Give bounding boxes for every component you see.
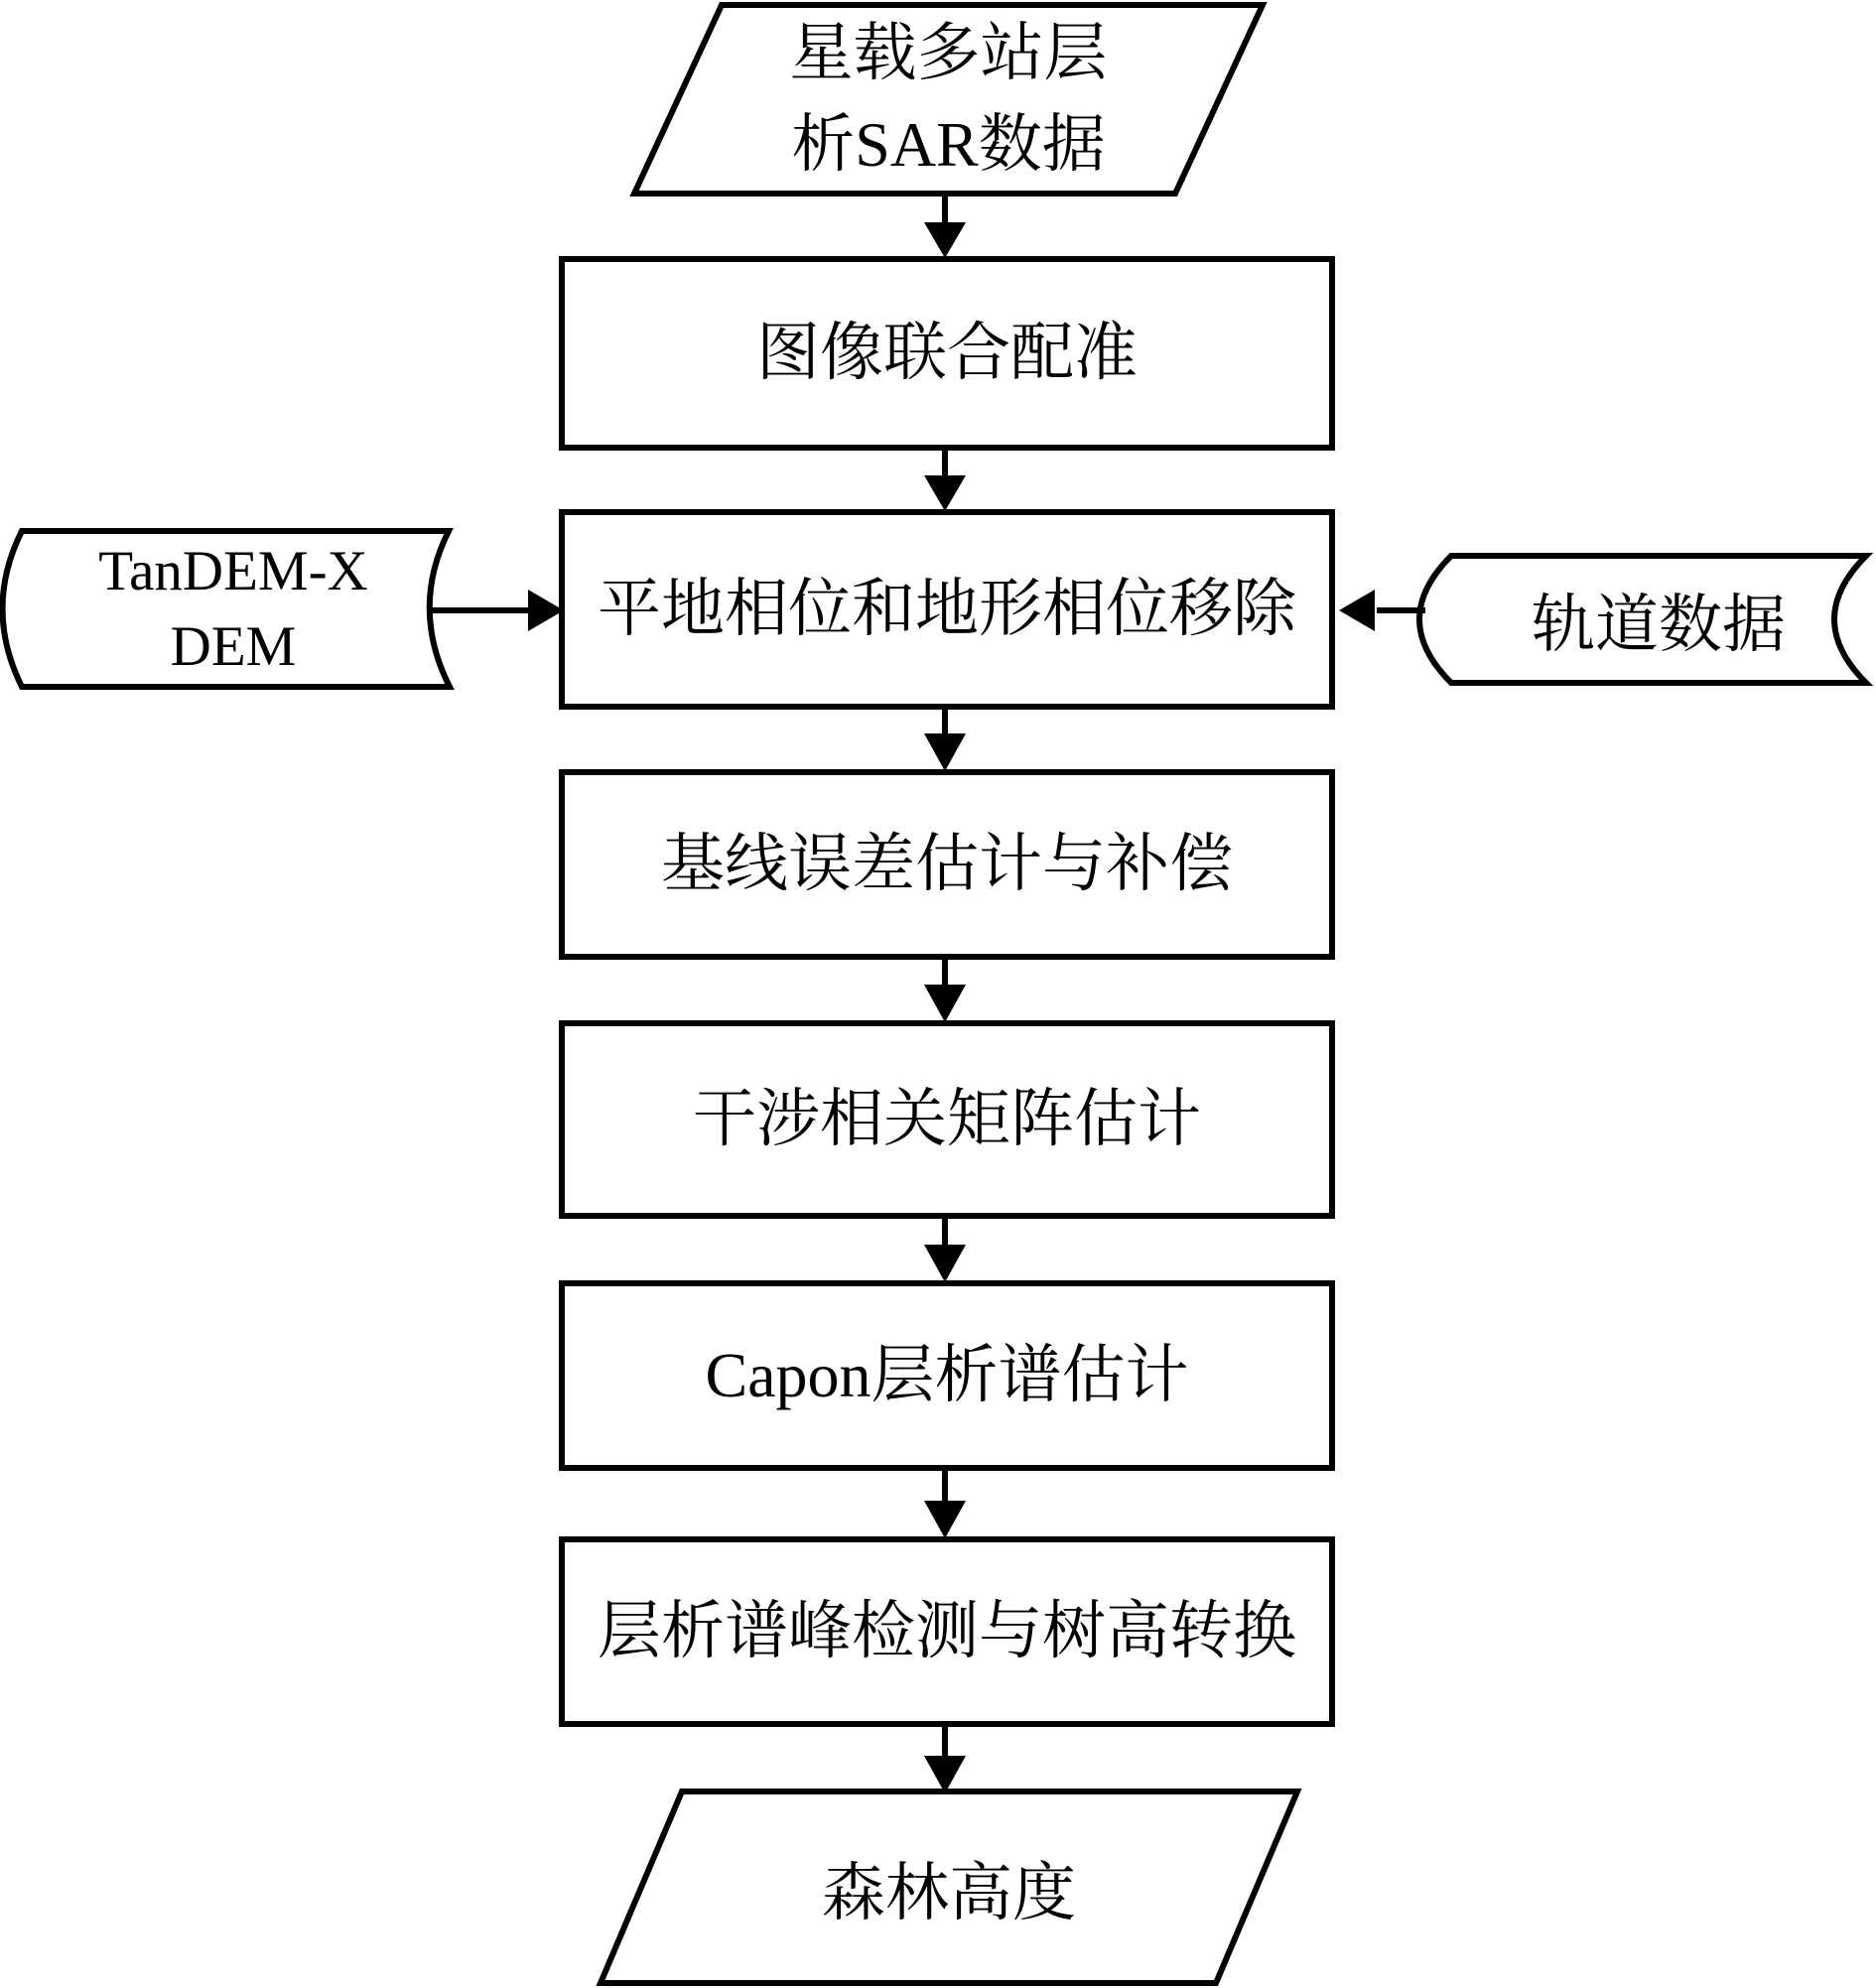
node-phase-removal (559, 509, 1335, 710)
node-peak-detection (559, 1536, 1335, 1727)
node-forest-height-label: 森林高度 (822, 1857, 1076, 1928)
arrow-capon-to-peak-detection (924, 1471, 966, 1538)
io-parallelogram-forest-height (601, 1791, 1297, 1983)
arrow-coherence-to-capon (924, 1219, 966, 1282)
node-peak-detection-label: 层析谱峰检测与树高转换 (598, 1596, 1296, 1667)
node-baseline-error-label: 基线误差估计与补偿 (661, 829, 1233, 900)
node-capon-spectrum (559, 1280, 1335, 1471)
node-baseline-error (559, 769, 1335, 960)
arrow-sar-data-to-registration (924, 194, 966, 258)
arrow-phase-removal-to-baseline (924, 710, 966, 771)
node-orbit-data-label: 轨道数据 (1532, 590, 1786, 660)
node-coherence-matrix-label: 干涉相关矩阵估计 (693, 1084, 1201, 1155)
arrow-orbit-data-to-phase-removal (1339, 590, 1425, 631)
arrow-tandem-dem-to-phase-removal (432, 590, 564, 631)
io-parallelogram-sar-data (634, 5, 1263, 194)
node-capon-spectrum-label: Capon层析谱估计 (705, 1340, 1189, 1411)
arrow-baseline-to-coherence (924, 960, 966, 1022)
node-image-registration-label: 图像联合配准 (756, 318, 1138, 389)
node-coherence-matrix (559, 1020, 1335, 1219)
stored-data-shape-tandem-dem (3, 531, 451, 687)
node-phase-removal-label: 平地相位和地形相位移除 (598, 574, 1296, 645)
node-image-registration (559, 256, 1335, 451)
node-sar-data-input-label: 星载多站层 析SAR数据 (789, 18, 1108, 180)
arrow-peak-detection-to-forest-height (924, 1727, 966, 1793)
arrow-registration-to-phase-removal (924, 451, 966, 511)
stored-data-shape-orbit-data (1419, 556, 1866, 683)
node-tandem-dem-label: TanDEM-X DEM (98, 539, 368, 678)
